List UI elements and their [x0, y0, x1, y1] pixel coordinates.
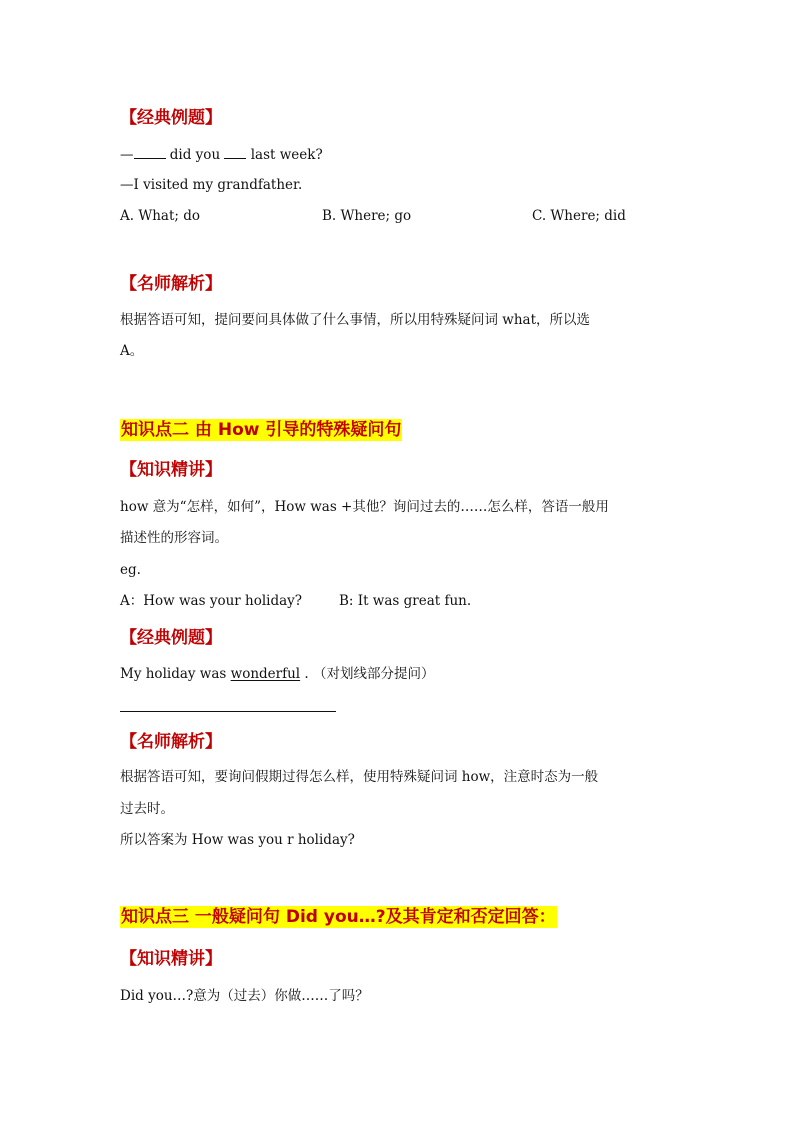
question-text-part1: did you [165, 147, 225, 163]
analysis-heading: 【名师解析】 [120, 732, 222, 752]
question-dash: — [120, 147, 134, 163]
eg-label: eg. [120, 562, 141, 578]
example-text-pre: My holiday was [120, 666, 231, 682]
analysis-line: 根据答语可知，要询问假期过得怎么样，使用特殊疑问词 how，注意时态为一般 [120, 769, 599, 785]
answer-blank [224, 146, 246, 159]
underlined-word: wonderful [230, 666, 301, 682]
option-c: C. Where; did [532, 208, 626, 224]
example-heading: 【经典例题】 [120, 628, 222, 648]
section-title: 知识点三 一般疑问句 Did you…?及其肯定和否定回答： [121, 907, 556, 927]
dialog-a: A：How was your holiday? [120, 593, 303, 609]
section-title: 知识点二 由 How 引导的特殊疑问句 [121, 420, 402, 440]
answer-blank-line [120, 711, 336, 712]
analysis-heading: 【名师解析】 [120, 274, 222, 294]
answer-blank [134, 146, 166, 159]
knowledge-heading: 【知识精讲】 [120, 949, 222, 969]
question-text-part2: last week? [246, 147, 323, 163]
option-b: B. Where; go [322, 208, 412, 224]
example-heading: 【经典例题】 [120, 108, 222, 128]
knowledge-line: 描述性的形容词。 [120, 530, 228, 546]
analysis-line: 根据答语可知，提问要问具体做了什么事情，所以用特殊疑问词 what，所以选 [120, 312, 591, 328]
question-line [120, 146, 323, 164]
example-question [120, 665, 435, 683]
dialog-b: B: It was great fun. [339, 593, 472, 609]
answer-text: —I visited my grandfather. [120, 177, 303, 193]
option-a: A. What; do [120, 208, 200, 224]
example-text-post: . （对划线部分提问） [300, 666, 435, 682]
analysis-line: A。 [120, 343, 144, 359]
knowledge-line: Did you…?意为（过去）你做……了吗？ [120, 988, 369, 1004]
analysis-line: 所以答案为 How was you r holiday? [120, 832, 355, 848]
analysis-line: 过去时。 [120, 801, 174, 817]
knowledge-heading: 【知识精讲】 [120, 460, 222, 480]
knowledge-line: how 意为“怎样，如何”，How was +其他？询问过去的……怎么样，答语一般用 [120, 499, 609, 515]
